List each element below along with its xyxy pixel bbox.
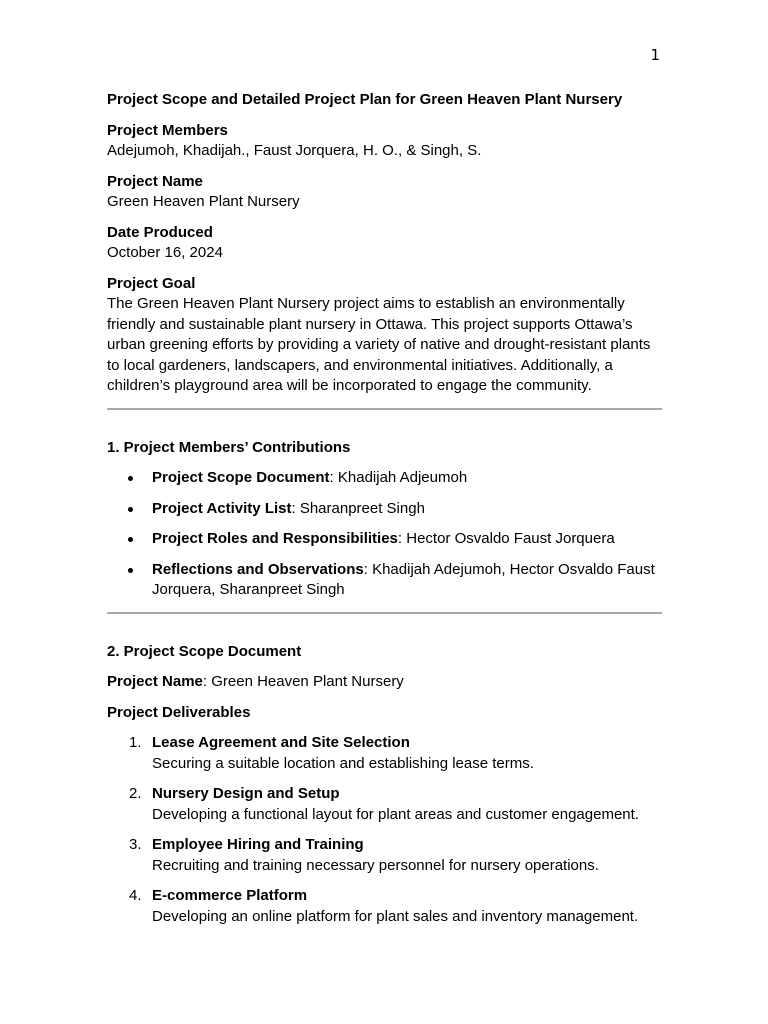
deliverable-title: E-commerce Platform: [152, 887, 308, 904]
field-value: Adejumoh, Khadijah., Faust Jorquera, H. O., & Singh, S.: [107, 142, 482, 159]
section-divider: [107, 612, 662, 614]
list-item: [107, 468, 662, 489]
item-value: Khadijah Adjeumoh: [337, 469, 468, 486]
item-label: Project Activity List: [152, 499, 292, 517]
field-label: Project Goal: [107, 274, 196, 292]
document-title: Project Scope and Detailed Project Plan for Green Heaven Plant Nursery: [107, 91, 623, 108]
field-label: Project Name: [107, 172, 203, 190]
list-item: [107, 529, 662, 550]
list-item: [107, 835, 662, 876]
field-label: Project Members: [107, 121, 228, 139]
field-separator: :: [202, 673, 212, 690]
list-item: [107, 784, 662, 825]
item-separator: :: [291, 499, 300, 517]
list-item: [107, 886, 662, 927]
deliverable-description: Developing an online platform for plant sales and inventory management.: [152, 907, 639, 925]
item-number: 2.: [129, 785, 142, 802]
field-project-members: [107, 121, 662, 162]
contributions-list: [107, 468, 662, 601]
item-label: Reflections and Observations: [152, 560, 364, 578]
bullet-icon: [128, 568, 133, 573]
list-item: [107, 733, 662, 774]
deliverable-title: Employee Hiring and Training: [152, 836, 364, 853]
item-value: Hector Osvaldo Faust Jorquera: [406, 530, 615, 547]
deliverable-description: Developing a functional layout for plant areas and customer engagement.: [152, 805, 639, 823]
section-heading-scope: 2. Project Scope Document: [107, 642, 302, 660]
item-separator: :: [329, 469, 338, 486]
deliverable-title: Lease Agreement and Site Selection: [152, 734, 410, 751]
item-value: Sharanpreet Singh: [299, 499, 425, 517]
field-date-produced: [107, 223, 662, 264]
field-project-name: [107, 172, 662, 213]
item-number: 1.: [129, 734, 142, 751]
deliverables-list: [107, 733, 662, 927]
section-heading-contributions: 1. Project Members’ Contributions: [107, 438, 351, 456]
deliverable-description: Securing a suitable location and establishing lease terms.: [152, 754, 534, 772]
field-value: Green Heaven Plant Nursery: [211, 673, 404, 690]
section-divider: [107, 408, 662, 410]
item-number: 4.: [129, 887, 142, 904]
field-project-goal: [107, 274, 662, 397]
document-body: [107, 90, 662, 937]
bullet-icon: [128, 537, 133, 542]
page-number: 1: [650, 46, 660, 64]
bullet-icon: [128, 476, 133, 481]
deliverable-title: Nursery Design and Setup: [152, 785, 340, 802]
list-item: [107, 499, 662, 520]
item-value: Khadijah Adejumoh, Hector Osvaldo Faust Jorquera, Sharanpreet Singh: [152, 560, 655, 598]
field-value: Green Heaven Plant Nursery: [107, 193, 300, 210]
bullet-icon: [128, 507, 133, 512]
field-label: Project Name: [107, 673, 203, 690]
field-value: The Green Heaven Plant Nursery project aims to establish an environmentally friendly and sustainable plant nursery in Ottawa. This project supports Ottawa’s urban greening efforts by providing a variety of native and drought-resistant plants to local gardeners, landscapers, and environmental initiatives. Additionally, a children’s playground area will be incorporated to engage the community.: [107, 295, 651, 394]
deliverable-description: Recruiting and training necessary personnel for nursery operations.: [152, 856, 599, 874]
item-label: Project Roles and Responsibilities: [152, 530, 398, 547]
item-separator: :: [363, 560, 373, 578]
item-label: Project Scope Document: [152, 469, 330, 486]
item-number: 3.: [129, 836, 142, 853]
deliverables-heading: Project Deliverables: [107, 703, 251, 721]
item-separator: :: [397, 530, 407, 547]
scope-project-name: [107, 672, 662, 693]
field-value: October 16, 2024: [107, 244, 223, 261]
list-item: [107, 560, 662, 601]
field-label: Date Produced: [107, 223, 213, 241]
